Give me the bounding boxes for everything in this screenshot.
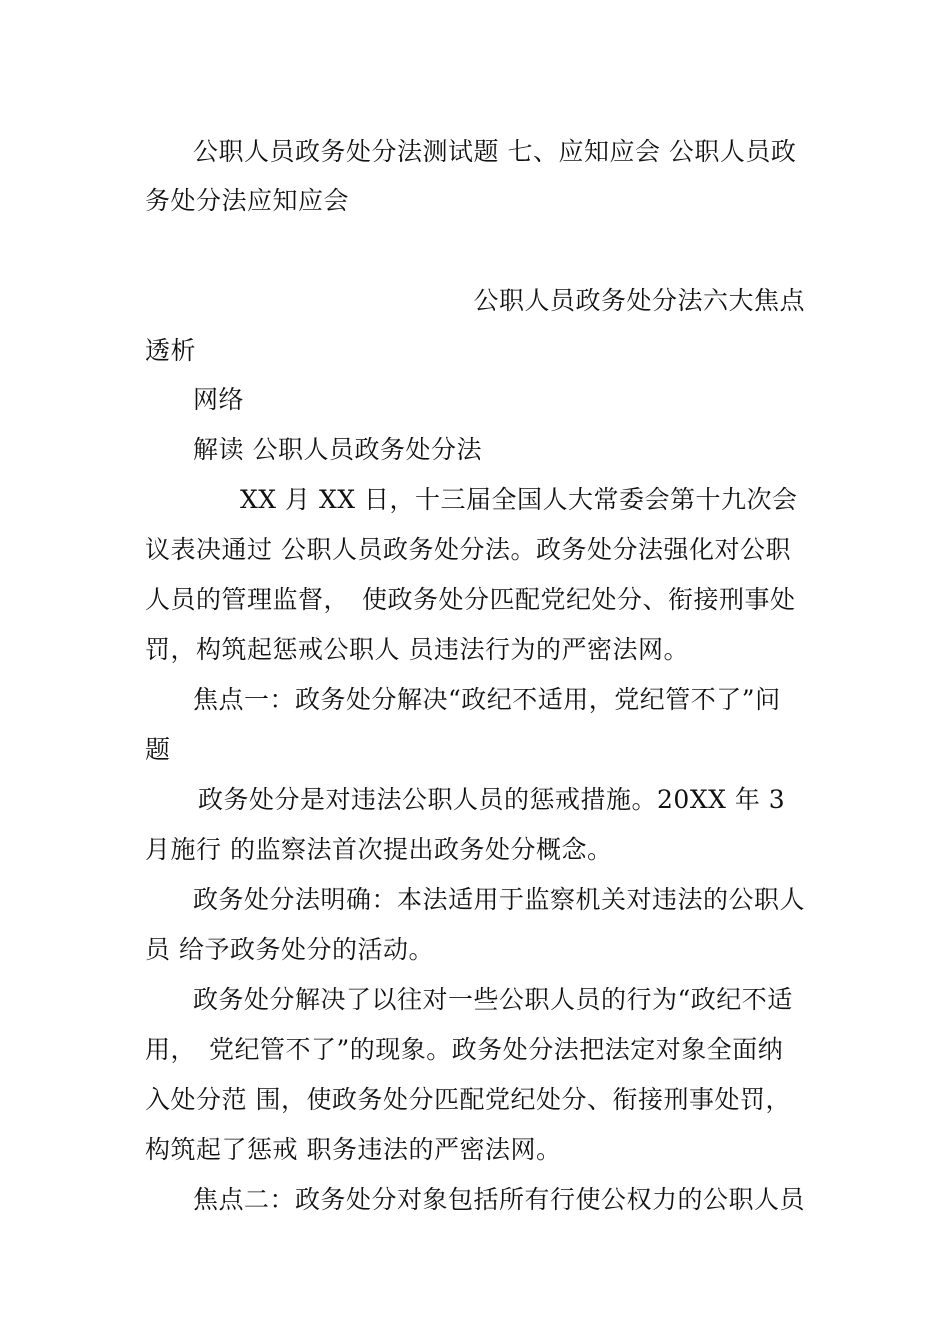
- section-title-continued: 透析: [145, 336, 197, 365]
- paragraph-4-line-4: 构筑起了惩戒 职务违法的严密法网。: [145, 1135, 562, 1164]
- paragraph-3-line-1: 政务处分法明确：本法适用于监察机关对违法的公职人: [193, 885, 806, 914]
- paragraph-3-line-2: 员 给予政务处分的活动。: [145, 935, 434, 964]
- paragraph-4-line-3: 入处分范 围，使政务处分匹配党纪处分、衔接刑事处罚，: [145, 1085, 791, 1114]
- paragraph-1-line-1: XX 月 XX 日，十三届全国人大常委会第十九次会: [240, 485, 798, 514]
- paragraph-1-line-2: 议表决通过 公职人员政务处分法。政务处分法强化对公职: [145, 535, 791, 564]
- focus-2-heading: 焦点二：政务处分对象包括所有行使公权力的公职人员: [193, 1185, 806, 1214]
- paragraph-1-line-4: 罚，构筑起惩戒公职人 员违法行为的严密法网。: [145, 635, 689, 664]
- paragraph-2-line-2: 月施行 的监察法首次提出政务处分概念。: [145, 835, 613, 864]
- heading-line-2: 务处分法应知应会: [145, 186, 350, 215]
- paragraph-4-line-1: 政务处分解决了以往对一些公职人员的行为“政纪不适: [193, 985, 793, 1014]
- focus-1-heading: 焦点一：政务处分解决“政纪不适用，党纪管不了”问: [193, 685, 781, 714]
- section-title: 公职人员政务处分法六大焦点: [473, 286, 805, 315]
- focus-1-heading-continued: 题: [145, 735, 171, 764]
- paragraph-2-line-1: 政务处分是对违法公职人员的惩戒措施。20XX 年 3: [198, 785, 786, 814]
- paragraph-4-line-2: 用， 党纪管不了”的现象。政务处分法把法定对象全面纳: [145, 1035, 784, 1064]
- source-line: 网络: [193, 385, 245, 414]
- subheading-line: 解读 公职人员政务处分法: [193, 435, 482, 464]
- paragraph-1-line-3: 人员的管理监督， 使政务处分匹配党纪处分、衔接刑事处: [145, 585, 796, 614]
- heading-line-1: 公职人员政务处分法测试题 七、应知应会 公职人员政: [193, 137, 797, 166]
